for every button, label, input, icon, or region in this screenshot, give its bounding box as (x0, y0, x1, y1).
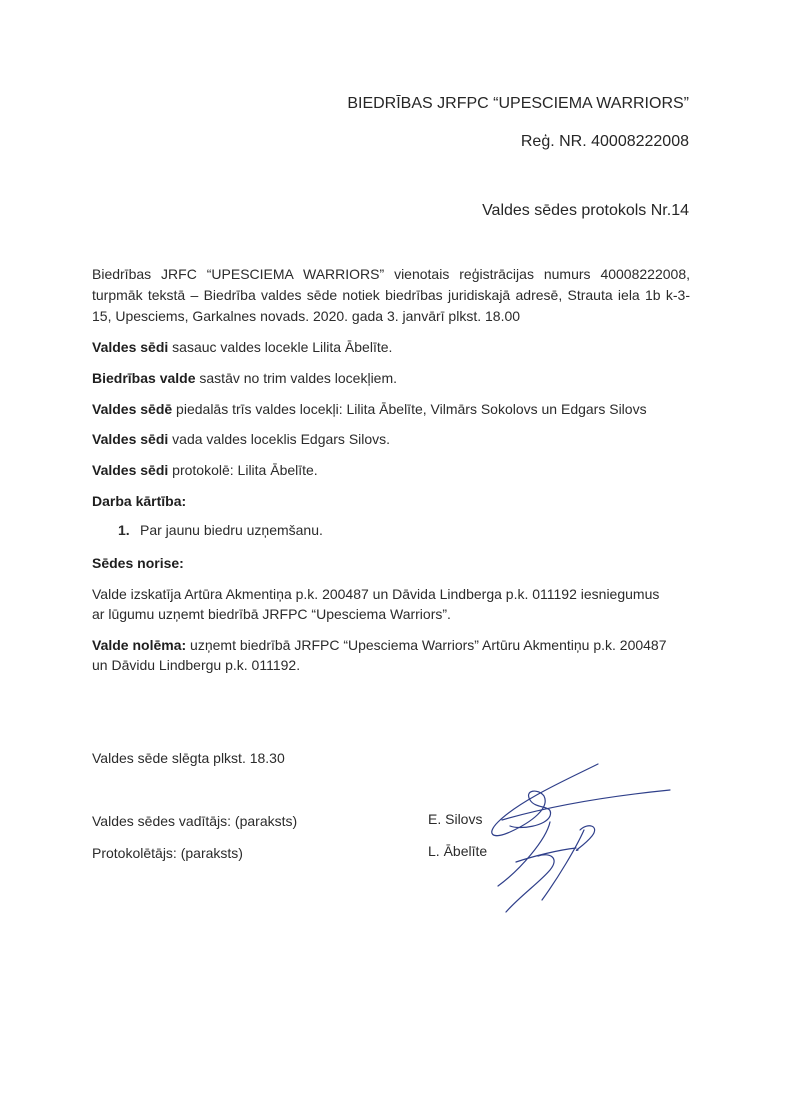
registration-number: Reģ. NR. 40008222008 (520, 133, 689, 150)
closing-statement: Valdes sēde slēgta plkst. 18.30 (92, 750, 285, 766)
proceedings-line-2: ar lūgumu uzņemt biedrībā JRFPC “Upesciema Warriors”. (92, 606, 451, 622)
statement-participants (92, 399, 647, 419)
organization-name: BIEDRĪBAS JRFPC “UPESCIEMA WARRIORS” (347, 95, 689, 112)
statement-board-composition (92, 368, 397, 388)
proceedings-line-1: Valde izskatīja Artūra Akmentiņa p.k. 200487 un Dāvida Lindberga p.k. 011192 iesniegumus (92, 586, 660, 602)
statement-text: vada valdes loceklis Edgars Silovs. (168, 431, 391, 447)
decision-line-1 (92, 635, 667, 655)
signature-name-chair: E. Silovs (428, 811, 483, 827)
intro-line-3: 15, Upesciems, Garkalnes novads. 2020. gada 3. janvārī plkst. 18.00 (92, 308, 521, 324)
statement-label: Valdes sēdi (92, 431, 169, 447)
statement-text: piedalās trīs valdes locekļi: Lilita Ābelīte, Vilmārs Sokolovs un Edgars Silovs (172, 401, 647, 417)
statement-chair (92, 429, 390, 449)
decision-label: Valde nolēma: (92, 637, 187, 653)
agenda-item-number: 1. (118, 522, 130, 538)
statement-label: Valdes sēdi (92, 462, 169, 478)
statement-label: Valdes sēdē (92, 401, 173, 417)
statement-text: protokolē: Lilita Ābelīte. (168, 462, 318, 478)
signature-role-secretary: Protokolētājs: (paraksts) (92, 845, 243, 861)
signature-role-chair: Valdes sēdes vadītājs: (paraksts) (92, 813, 298, 829)
handwritten-signature-icon (480, 760, 680, 920)
agenda-item-text: Par jaunu biedru uzņemšanu. (140, 522, 323, 538)
agenda-heading (92, 491, 186, 511)
statement-text: sasauc valdes locekle Lilita Ābelīte. (168, 339, 393, 355)
signature-name-secretary: L. Ābelīte (428, 843, 488, 859)
statement-label: Biedrības valde (92, 370, 196, 386)
proceedings-heading-text: Sēdes norise: (92, 555, 184, 571)
intro-line-1: Biedrības JRFC “UPESCIEMA WARRIORS” vienotais reģistrācijas numurs 40008222008, (92, 266, 690, 282)
statement-label: Valdes sēdi (92, 339, 169, 355)
statement-text: sastāv no trim valdes locekļiem. (195, 370, 398, 386)
proceedings-heading (92, 553, 184, 573)
decision-line-2: un Dāvidu Lindbergu p.k. 011192. (92, 657, 301, 673)
decision-text: uzņemt biedrībā JRFPC “Upesciema Warriors” Artūru Akmentiņu p.k. 200487 (186, 637, 667, 653)
intro-line-2: turpmāk tekstā – Biedrība valdes sēde notiek biedrības juridiskajā adresē, Strauta iela 1b k-3- (92, 287, 690, 303)
document-title: Valdes sēdes protokols Nr.14 (482, 202, 689, 219)
agenda-heading-text: Darba kārtība: (92, 493, 187, 509)
statement-secretary (92, 460, 318, 480)
statement-convened (92, 337, 392, 357)
